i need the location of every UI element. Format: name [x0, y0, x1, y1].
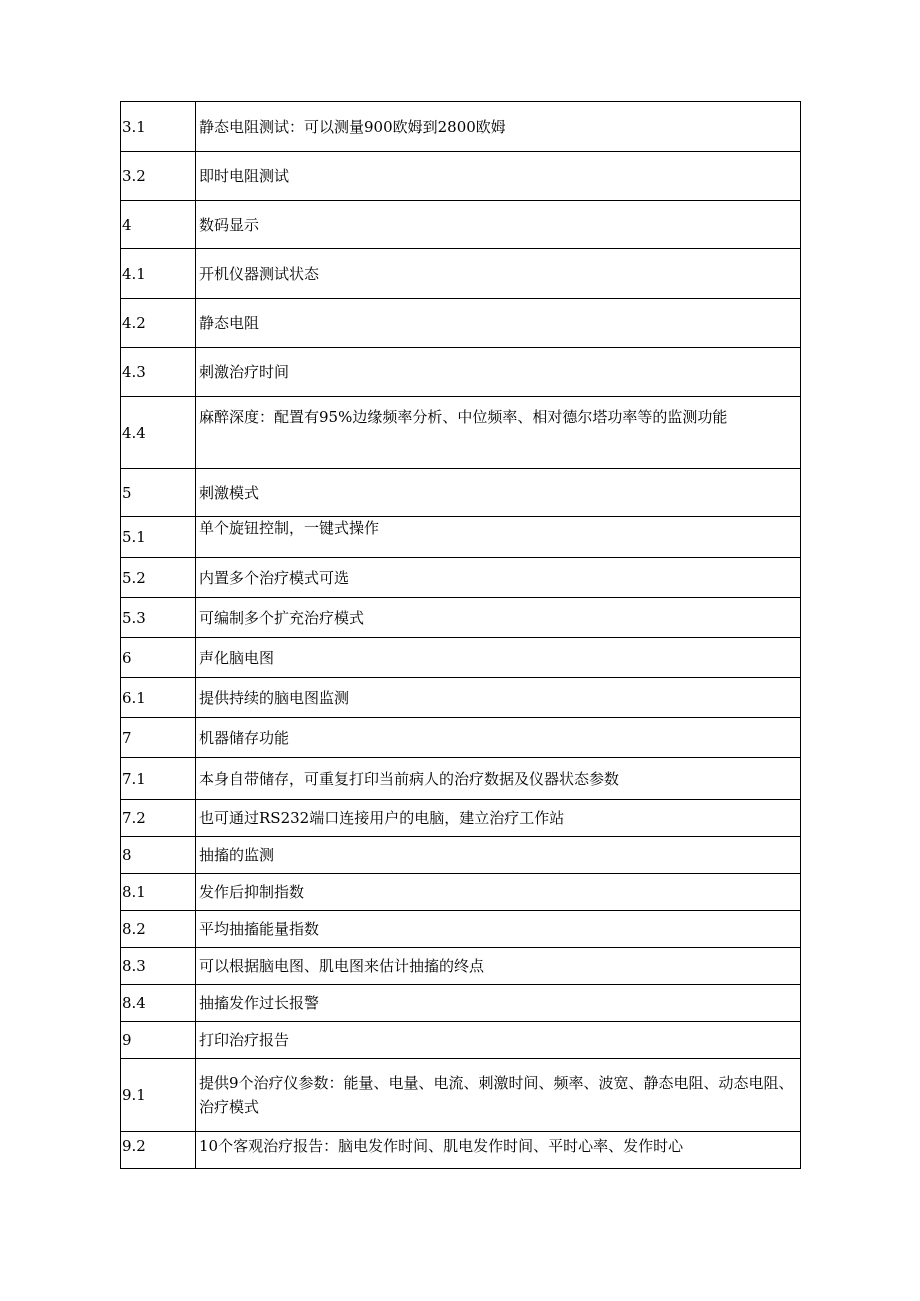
item-description: 也可通过RS232端口连接用户的电脑，建立治疗工作站	[196, 800, 801, 837]
item-number: 6	[121, 638, 196, 678]
spec-table	[120, 101, 801, 1169]
item-number: 8	[121, 837, 196, 874]
item-number: 8.1	[121, 874, 196, 911]
item-number: 7.1	[121, 758, 196, 800]
item-description: 静态电阻	[196, 299, 801, 348]
item-number: 4	[121, 201, 196, 249]
item-number: 4.4	[121, 397, 196, 469]
item-number: 5.1	[121, 517, 196, 558]
item-number: 7.2	[121, 800, 196, 837]
item-description: 麻醉深度：配置有95%边缘频率分析、中位频率、相对德尔塔功率等的监测功能	[196, 397, 801, 469]
item-description: 数码显示	[196, 201, 801, 249]
item-description: 单个旋钮控制，一键式操作	[196, 517, 801, 558]
item-number: 4.2	[121, 299, 196, 348]
item-number: 8.2	[121, 911, 196, 948]
item-number: 3.1	[121, 102, 196, 152]
item-number: 6.1	[121, 678, 196, 718]
item-number: 9.2	[121, 1132, 196, 1169]
item-description: 机器储存功能	[196, 718, 801, 758]
item-description: 声化脑电图	[196, 638, 801, 678]
table-row	[121, 874, 801, 911]
table-row	[121, 558, 801, 598]
item-number: 8.3	[121, 948, 196, 985]
item-description: 平均抽搐能量指数	[196, 911, 801, 948]
item-description: 打印治疗报告	[196, 1022, 801, 1059]
table-row	[121, 517, 801, 558]
item-description: 可以根据脑电图、肌电图来估计抽搐的终点	[196, 948, 801, 985]
table-row	[121, 299, 801, 348]
item-description: 发作后抑制指数	[196, 874, 801, 911]
item-description: 10个客观治疗报告：脑电发作时间、肌电发作时间、平时心率、发作时心	[196, 1132, 801, 1169]
item-number: 7	[121, 718, 196, 758]
item-description: 提供持续的脑电图监测	[196, 678, 801, 718]
table-row	[121, 348, 801, 397]
item-number: 5.2	[121, 558, 196, 598]
item-number: 5.3	[121, 598, 196, 638]
item-description: 开机仪器测试状态	[196, 249, 801, 299]
item-number: 4.1	[121, 249, 196, 299]
item-number: 5	[121, 469, 196, 517]
table-row	[121, 1132, 801, 1169]
item-description: 静态电阻测试：可以测量900欧姆到2800欧姆	[196, 102, 801, 152]
item-description: 刺激模式	[196, 469, 801, 517]
table-row	[121, 1059, 801, 1132]
item-number: 3.2	[121, 152, 196, 201]
item-description: 内置多个治疗模式可选	[196, 558, 801, 598]
item-number: 9.1	[121, 1059, 196, 1132]
table-row	[121, 678, 801, 718]
table-row	[121, 469, 801, 517]
table-row	[121, 397, 801, 469]
item-description: 抽搐的监测	[196, 837, 801, 874]
table-row	[121, 800, 801, 837]
table-row	[121, 837, 801, 874]
table-row	[121, 152, 801, 201]
item-number: 4.3	[121, 348, 196, 397]
table-row	[121, 1022, 801, 1059]
item-description: 刺激治疗时间	[196, 348, 801, 397]
table-row	[121, 948, 801, 985]
item-description: 抽搐发作过长报警	[196, 985, 801, 1022]
item-description: 本身自带储存，可重复打印当前病人的治疗数据及仪器状态参数	[196, 758, 801, 800]
table-row	[121, 201, 801, 249]
table-row	[121, 249, 801, 299]
table-row	[121, 102, 801, 152]
table-row	[121, 638, 801, 678]
item-number: 8.4	[121, 985, 196, 1022]
table-row	[121, 985, 801, 1022]
table-row	[121, 718, 801, 758]
table-row	[121, 598, 801, 638]
table-row	[121, 911, 801, 948]
item-description: 可编制多个扩充治疗模式	[196, 598, 801, 638]
item-number: 9	[121, 1022, 196, 1059]
table-row	[121, 758, 801, 800]
item-description: 即时电阻测试	[196, 152, 801, 201]
item-description: 提供9个治疗仪参数：能量、电量、电流、刺激时间、频率、波宽、静态电阻、动态电阻、治疗模式	[196, 1059, 801, 1132]
